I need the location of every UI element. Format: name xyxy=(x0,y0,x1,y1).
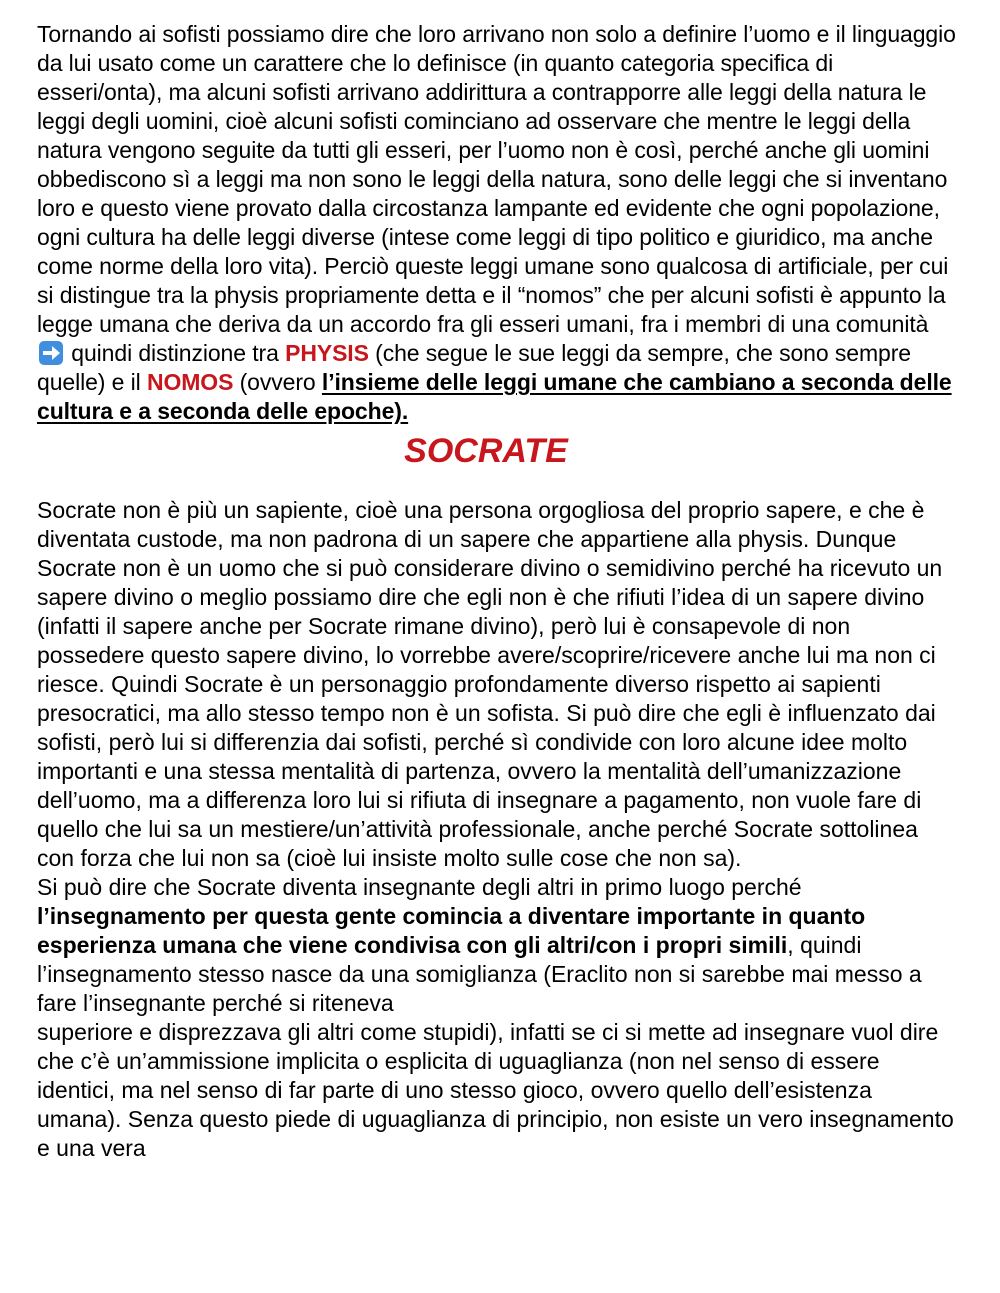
underlined-definition: l’insieme delle leggi umane che cambiano a seconda delle cultura e a seconda delle epoche). xyxy=(37,369,952,424)
nomos-keyword: NOMOS xyxy=(146,369,234,395)
bold-statement: l’insegnamento per questa gente comincia a diventare importante in quanto esperienza umana che viene condivisa con gli altri/con i propri simili xyxy=(37,903,866,958)
paragraph-insegnamento xyxy=(37,873,957,1163)
paragraph-text: quindi distinzione tra xyxy=(65,340,286,366)
paragraph-sofisti xyxy=(37,20,957,426)
paragraph-text: (ovvero xyxy=(233,369,322,395)
paragraph-text: Tornando ai sofisti possiamo dire che loro arrivano non solo a definire l’uomo e il linguaggio da lui usato come un carattere che lo definisce (in quanto categoria specifica di esseri/onta), ma alcuni sofisti arrivano addirittura a contrapporre alle leggi della natura le leggi degli uomini, cioè alcuni sofisti cominciano ad osservare che mentre le leggi della natura vengono seguite da tutti gli esseri, per l’uomo non è così, perché anche gli uomini obbediscono sì a leggi ma non sono le leggi della natura, sono delle leggi che si inventano loro e questo viene provato dalla circostanza lampante ed evidente che ogni popolazione, ogni cultura ha delle leggi diverse (intese come leggi di tipo politico e giuridico, ma anche come norme della loro vita). Perciò queste leggi umane sono qualcosa di artificiale, per cui si distingue tra la physis propriamente detta e il “nomos” che per alcuni sofisti è appunto la legge umana che deriva da un accordo fra gli esseri umani, fra i membri di una comunità xyxy=(37,21,956,337)
right-arrow-icon xyxy=(39,341,63,365)
section-heading: SOCRATE xyxy=(404,432,568,470)
paragraph-socrate: Socrate non è più un sapiente, cioè una persona orgogliosa del proprio sapere, e che è diventata custode, ma non padrona di un sapere che appartiene alla physis. Dunque Socrate non è un uomo che si può considerare divino o semidivino perché ha ricevuto un sapere divino o meglio possiamo dire che egli non è che rifiuti l’idea di un sapere divino (infatti il sapere anche per Socrate rimane divino), però lui è consapevole di non possedere questo sapere divino, lo vorrebbe avere/scoprire/ricevere anche lui ma non ci riesce. Quindi Socrate è un personaggio profondamente diverso rispetto ai sapienti presocratici, ma allo stesso tempo non è un sofista. Si può dire che egli è influenzato dai sofisti, però lui si differenzia dai sofisti, perché sì condivide con loro alcune idee molto importanti e una stessa mentalità di partenza, ovvero la mentalità dell’umanizzazione dell’uomo, ma a differenza loro lui si rifiuta di insegnare a pagamento, non vuole fare di quello che lui sa un mestiere/un’attività professionale, anche perché Socrate sottolinea con forza che lui non sa (cioè lui insiste molto sulle cose che non sa). xyxy=(37,497,943,871)
paragraph-text: superiore e disprezzava gli altri come stupidi), infatti se ci si mette ad insegnare vuol dire che c’è un’ammissione implicita o esplicita di uguaglianza (non nel senso di essere identici, ma nel senso di far parte di uno stesso gioco, ovvero quello dell’esistenza umana). Senza questo piede di uguaglianza di principio, non esiste un vero insegnamento e una vera xyxy=(37,1019,954,1161)
document-page xyxy=(37,20,957,1163)
paragraph-text: , quindi l’insegnamento stesso nasce da una somiglianza (Eraclito non si sarebbe mai messo a fare l’insegnante perché si riteneva xyxy=(37,932,922,1016)
physis-keyword: PHYSIS xyxy=(285,340,369,366)
paragraph-text: (che segue le sue leggi da sempre, che sono sempre quelle) e il xyxy=(37,340,911,395)
paragraph-text: Si può dire che Socrate diventa insegnante degli altri in primo luogo perché xyxy=(37,874,802,900)
